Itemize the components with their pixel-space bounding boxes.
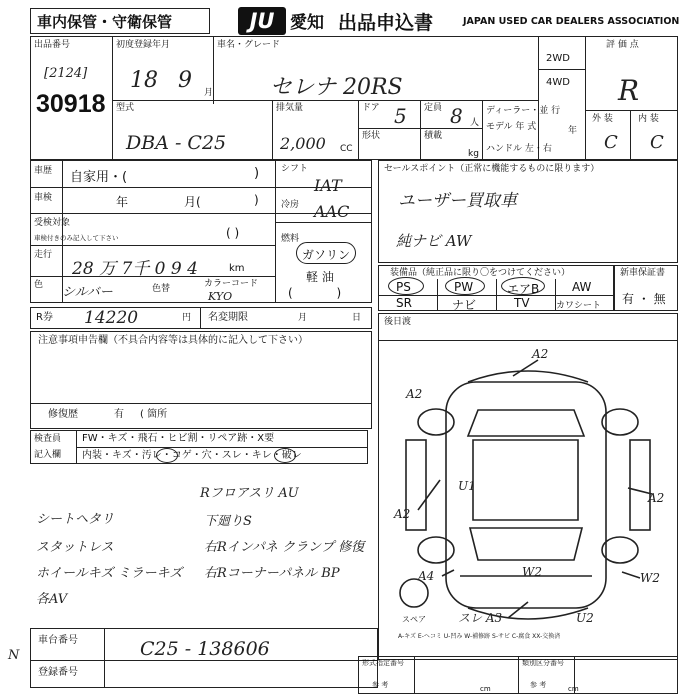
grid-line: [30, 403, 372, 404]
int-label: 内 装: [638, 114, 659, 124]
history-value: 自家用・(: [70, 170, 128, 185]
grid-line: [104, 628, 105, 688]
mark-u1: U1: [458, 479, 476, 493]
selling-line1: ユーザー買取車: [398, 191, 517, 211]
leader-a4: [442, 570, 454, 576]
inspection-label: 車検: [34, 193, 53, 203]
drive-2wd: 2WD: [546, 53, 570, 64]
windshield: [468, 410, 584, 436]
airbag-circle: [501, 277, 545, 295]
doors-label: ドア: [362, 103, 380, 113]
inspector-row2: 内装・キズ・汚レ・コゲ・穴・スレ・キレ・破レ: [82, 450, 302, 461]
grid-line: [213, 36, 214, 104]
assoc-name: JAPAN USED CAR DEALERS ASSOCIATION: [463, 16, 680, 27]
capacity-label: 定員: [424, 103, 443, 113]
cc-unit: CC: [340, 144, 353, 154]
leader-a2-left: [418, 480, 440, 510]
aircon-value: AAC: [314, 202, 350, 221]
repair-value: 有: [114, 409, 124, 420]
drive-4wd: 4WD: [546, 77, 570, 88]
aircon-label: 冷房: [281, 200, 300, 210]
grid-line: [538, 69, 585, 70]
front-left-wheel: [418, 409, 454, 435]
ext-label: 外 装: [592, 114, 613, 124]
grid-line: [518, 656, 519, 694]
mark-a2-right: A2: [648, 491, 665, 505]
mark-w2-rear: W2: [522, 565, 542, 579]
name-change-month: 月: [298, 313, 308, 323]
leader-a2-front: [513, 360, 538, 376]
warranty-label: 新車保証書: [620, 268, 666, 278]
car-name-value: セレナ 20RS: [270, 75, 403, 100]
lot-label: 出品番号: [34, 40, 71, 50]
grid-line: [200, 307, 201, 329]
model-value: DBA - C25: [126, 132, 227, 154]
ps-circle: [388, 277, 424, 295]
mark-w2-right: W2: [640, 571, 660, 585]
grid-line: [437, 279, 438, 311]
equip-sr: SR: [396, 296, 412, 310]
lot-number: 30918: [36, 90, 106, 118]
keep-label: 車内保管・守衛保管: [37, 13, 173, 31]
note-right-3: 右Rインパネ クランプ 修復: [204, 540, 365, 555]
logo-region: 愛知: [290, 13, 324, 33]
inspection-close: ): [254, 193, 259, 207]
pending-label: 受検対象: [34, 218, 71, 228]
equip-navi: ナビ: [452, 298, 477, 312]
recycle-row: [30, 307, 372, 329]
chassis-label: 車台番号: [38, 635, 78, 646]
mark-a3: スレ A3: [458, 611, 503, 625]
note-left-2: スタットレス: [36, 540, 114, 555]
mark-a2-left: A2: [394, 507, 411, 521]
grid-line: [538, 36, 539, 160]
equip-leather: カワシート: [556, 301, 602, 311]
cm-unit-2: cm: [568, 685, 579, 693]
equip-ps: PS: [396, 280, 411, 294]
grid-line: [496, 279, 497, 311]
wear-circle: [274, 448, 296, 463]
color-label: 色: [34, 280, 44, 290]
after-fit-label: 後日渡: [384, 317, 412, 327]
model-label: 型式: [116, 103, 135, 113]
recycle-label: R券: [36, 312, 53, 323]
grid-line: [420, 100, 421, 160]
history-close: ): [254, 166, 260, 181]
color-value: シルバー: [62, 285, 113, 300]
mark-a2-front: A2: [532, 347, 549, 361]
rear-right-wheel: [602, 537, 638, 563]
chassis-value: C25 - 138606: [140, 638, 270, 660]
dealer-label: ディーラー・並 行: [486, 106, 561, 116]
selling-label: セールスポイント（正常に機能するものに限ります）: [384, 164, 600, 174]
capacity-value: 8: [450, 104, 463, 128]
inspection-month: 月(: [184, 195, 201, 209]
int-score: C: [650, 132, 664, 153]
grid-line: [358, 100, 359, 160]
pending-note: 車検付きのみ記入して下さい: [34, 234, 119, 242]
doc-title: 出品申込書: [338, 12, 434, 34]
grid-line: [585, 110, 678, 111]
lot-bracket: [2124]: [44, 66, 88, 81]
note-right-2: 下廻りS: [204, 514, 252, 529]
note-right-1: Rフロアスリ AU: [200, 486, 299, 501]
front-bumper-line: [468, 371, 588, 382]
doors-value: 5: [394, 104, 407, 128]
grid-line: [76, 447, 368, 448]
note-left-3: ホイールキズ ミラーキズ: [36, 566, 183, 581]
grid-line: [414, 656, 415, 694]
recycle-value: 14220: [84, 308, 139, 328]
ju-logo: JU: [238, 7, 286, 35]
equip-airbag: エアB: [507, 282, 540, 296]
damage-legend: A-キズ E-ヘコミ U-凹み W-補修跡 S-サビ C-腐食 XX-交換済: [398, 633, 561, 640]
note-left-4: 各AV: [36, 592, 68, 607]
repair-close: ( 箇所: [140, 409, 168, 420]
storage-box: [30, 8, 210, 34]
mileage-value: 28 万 7千 0 9 4: [72, 259, 198, 279]
pending-close: ( ): [226, 226, 240, 240]
shift-value: IAT: [314, 176, 342, 195]
score-value: R: [618, 74, 640, 107]
handle-label: ハンドル 左・右: [486, 144, 552, 154]
roof: [473, 440, 578, 520]
fuel-gas: ガソリン: [302, 248, 351, 262]
first-reg-label: 初度登録年月: [116, 40, 171, 50]
model-year-label: モデル 年 式: [486, 122, 537, 132]
leader-w2: [622, 572, 640, 578]
shift-label: シフト: [281, 164, 309, 174]
month-unit: 月: [204, 88, 214, 98]
notes-label: 注意事項申告欄（不具合内容等は具体的に記入して下さい）: [38, 335, 308, 346]
ext-score: C: [604, 132, 618, 153]
grid-line: [30, 660, 378, 661]
displacement-label: 排気量: [276, 103, 304, 113]
repair-label: 修復歴: [48, 409, 78, 420]
equip-pw: PW: [454, 280, 474, 294]
name-change-label: 名変期限: [208, 312, 248, 323]
form-code-label: 形式指定番号: [362, 659, 404, 667]
history-label: 車歴: [34, 166, 53, 176]
class-code-label: 類別区分番号: [522, 659, 564, 667]
pw-circle: [445, 277, 485, 295]
grid-line: [585, 36, 586, 160]
color-change-label: 色替: [152, 284, 171, 294]
load-unit: kg: [468, 149, 479, 159]
color-code: KYO: [208, 290, 233, 303]
mark-u2: U2: [576, 611, 594, 625]
ref-label-2: 参 考: [530, 681, 547, 689]
inspection-year: 年: [116, 195, 129, 209]
first-reg-year: 18: [130, 68, 158, 93]
selling-line2: 純ナビ AW: [396, 232, 472, 250]
spare-tire: [400, 579, 428, 607]
displacement-value: 2,000: [280, 134, 326, 153]
note-right-4: 右Rコーナーパネル BP: [204, 566, 340, 581]
year-unit: 年: [568, 126, 578, 136]
grid-line: [275, 222, 372, 223]
note-left-1: シートヘタリ: [36, 512, 115, 527]
mark-a4: A4: [418, 569, 435, 583]
capacity-unit: 人: [470, 118, 480, 128]
car-name-label: 車名・グレード: [217, 40, 281, 50]
shape-label: 形状: [362, 131, 381, 141]
grid-line: [630, 110, 631, 160]
equip-tv: TV: [514, 296, 530, 310]
recycle-unit: 円: [182, 313, 192, 323]
rear-window: [470, 528, 582, 560]
grid-line: [30, 245, 275, 246]
equipment-label: 装備品（純正品に限り〇をつけてください）: [390, 268, 571, 278]
mileage-label: 走行: [34, 250, 53, 260]
grid-line: [112, 36, 113, 160]
km-unit: km: [229, 263, 245, 274]
front-right-wheel: [602, 409, 638, 435]
ref-label-1: 参 考: [372, 681, 389, 689]
fuel-diesel: 軽 油: [306, 270, 334, 284]
rear-left-wheel: [418, 537, 454, 563]
leader-a3-rear: [508, 602, 528, 618]
spare-label: スペア: [402, 615, 426, 624]
warranty-value: 有 ・ 無: [622, 292, 666, 306]
equip-aw: AW: [572, 280, 592, 294]
fuel-close: ( ): [288, 286, 342, 300]
grid-line: [275, 160, 276, 303]
inspector-label-2: 記入欄: [34, 450, 62, 460]
inspector-row1: FW・キズ・飛石・ヒビ割・リペア跡・X要: [82, 433, 275, 444]
score-label: 評 価 点: [606, 40, 639, 50]
grid-line: [358, 128, 482, 129]
color-code-label: カラーコード: [204, 279, 259, 289]
cm-unit-1: cm: [480, 685, 491, 693]
mark-a2-left-front: A2: [406, 387, 423, 401]
fuel-label: 燃料: [281, 234, 300, 244]
grid-line: [272, 100, 273, 160]
dirt-circle: [156, 448, 178, 463]
name-change-day: 日: [352, 313, 362, 323]
plate-label: 登録番号: [38, 667, 78, 678]
right-side-panel: [630, 440, 650, 530]
first-reg-month: 9: [178, 68, 192, 93]
load-label: 積載: [424, 131, 443, 141]
car-damage-diagram: [378, 340, 678, 640]
margin-mark: N: [8, 648, 20, 663]
inspector-label-1: 検査員: [34, 434, 62, 444]
grid-line: [482, 100, 483, 160]
